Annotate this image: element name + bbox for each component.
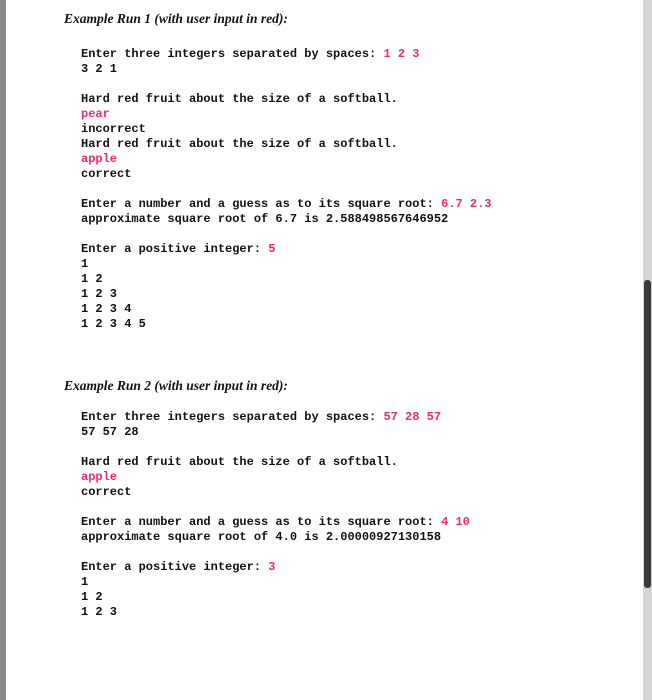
output-line: 57 57 28 bbox=[81, 425, 139, 439]
prompt-text: Enter three integers separated by spaces: bbox=[81, 47, 384, 61]
prompt-text: Enter a number and a guess as to its square root: bbox=[81, 197, 442, 211]
user-input: 57 28 57 bbox=[383, 410, 442, 424]
triangle-row: 1 2 3 bbox=[81, 287, 118, 301]
prompt-text: Enter a number and a guess as to its square root: bbox=[81, 515, 442, 529]
output-line: 3 2 1 bbox=[81, 62, 118, 76]
prompt-line bbox=[81, 242, 624, 257]
example-run-1-heading: Example Run 1 (with user input in red): bbox=[64, 11, 288, 26]
triangle-row: 1 2 bbox=[81, 590, 103, 604]
prompt-line bbox=[81, 560, 624, 575]
scrollbar-thumb[interactable] bbox=[644, 280, 651, 588]
user-input: 4 10 bbox=[441, 515, 470, 529]
prompt-line bbox=[81, 197, 624, 212]
example-run-2-heading: Example Run 2 (with user input in red): bbox=[64, 378, 288, 393]
user-input-line: apple bbox=[81, 470, 118, 484]
triangle-row: 1 bbox=[81, 575, 89, 589]
scrollbar-track[interactable] bbox=[643, 0, 652, 700]
user-input: 5 bbox=[268, 242, 276, 256]
document-content bbox=[64, 9, 624, 620]
triangle-row: 1 2 3 4 bbox=[81, 302, 132, 316]
triangle-row: 1 2 bbox=[81, 272, 103, 286]
example-run-1-transcript bbox=[81, 47, 624, 332]
result-line: correct bbox=[81, 167, 132, 181]
riddle-line: Hard red fruit about the size of a softball. bbox=[81, 92, 398, 106]
result-line: correct bbox=[81, 485, 132, 499]
riddle-line: Hard red fruit about the size of a softball. bbox=[81, 455, 398, 469]
result-line: incorrect bbox=[81, 122, 146, 136]
prompt-text: Enter a positive integer: bbox=[81, 560, 269, 574]
triangle-row: 1 2 3 4 5 bbox=[81, 317, 146, 331]
output-line: approximate square root of 4.0 is 2.00000927130158 bbox=[81, 530, 442, 544]
output-line: approximate square root of 6.7 is 2.588498567646952 bbox=[81, 212, 449, 226]
example-run-2-transcript bbox=[81, 410, 624, 620]
triangle-row: 1 2 3 bbox=[81, 605, 118, 619]
prompt-text: Enter a positive integer: bbox=[81, 242, 269, 256]
riddle-line: Hard red fruit about the size of a softball. bbox=[81, 137, 398, 151]
triangle-row: 1 bbox=[81, 257, 89, 271]
user-input-line: pear bbox=[81, 107, 110, 121]
user-input-line: apple bbox=[81, 152, 118, 166]
user-input: 3 bbox=[268, 560, 276, 574]
prompt-text: Enter three integers separated by spaces: bbox=[81, 410, 384, 424]
window-left-edge bbox=[0, 0, 6, 700]
user-input: 6.7 2.3 bbox=[441, 197, 492, 211]
prompt-line bbox=[81, 515, 624, 530]
prompt-line bbox=[81, 47, 624, 62]
prompt-line bbox=[81, 410, 624, 425]
user-input: 1 2 3 bbox=[383, 47, 420, 61]
